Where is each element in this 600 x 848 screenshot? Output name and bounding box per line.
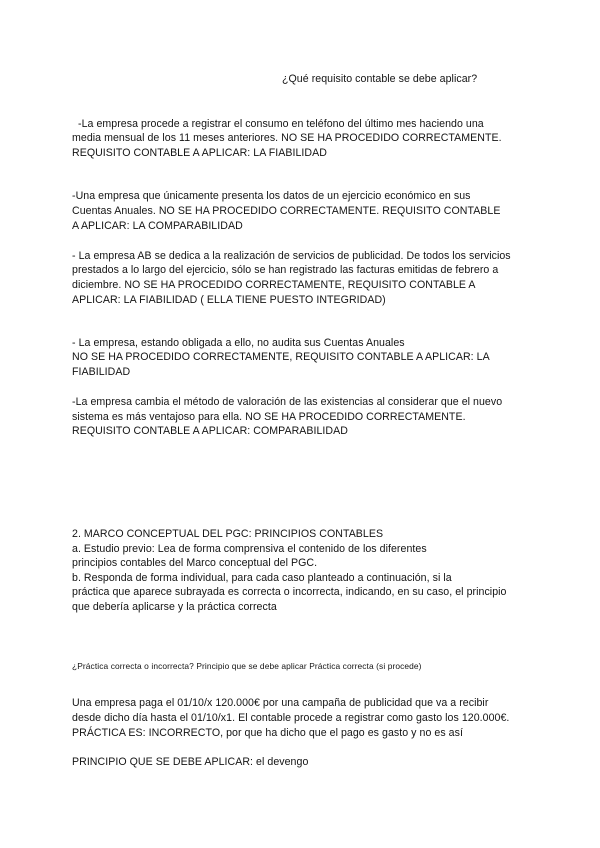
case-4-line-1: - La empresa, estando obligada a ello, no audita sus Cuentas Anuales	[72, 337, 405, 349]
case-2-line-3: A APLICAR: LA COMPARABILIDAD	[72, 220, 243, 232]
case-5-line-1: -La empresa cambia el método de valoración de las existencias al considerar que el nuevo	[72, 396, 503, 408]
section-2-line-4: b. Responda de forma individual, para cada caso planteado a continuación, si la	[72, 572, 452, 584]
table-header: ¿Práctica correcta o incorrecta? Principio que se debe aplicar Práctica correcta (si procede)	[72, 661, 422, 671]
case-5-line-3: REQUISITO CONTABLE A APLICAR: COMPARABILIDAD	[72, 425, 348, 437]
case-3-line-1: - La empresa AB se dedica a la realización de servicios de publicidad. De todos los servicios	[72, 250, 511, 262]
example-line-2: desde dicho día hasta el 01/10/x1. El contable procede a registrar como gasto los 120.000€.	[72, 712, 510, 724]
section-2-title: 2. MARCO CONCEPTUAL DEL PGC: PRINCIPIOS CONTABLES	[72, 528, 384, 540]
example-line-1: Una empresa paga el 01/10/x 120.000€ por una campaña de publicidad que va a recibir	[72, 697, 489, 709]
case-4-line-3: FIABILIDAD	[72, 366, 131, 378]
section-2-line-3: principios contables del Marco conceptual del PGC.	[72, 557, 318, 569]
case-1-line-2: media mensual de los 11 meses anteriores. NO SE HA PROCEDIDO CORRECTAMENTE.	[72, 132, 502, 144]
case-2-line-2: Cuentas Anuales. NO SE HA PROCEDIDO CORRECTAMENTE. REQUISITO CONTABLE	[72, 205, 501, 217]
section-2-line-6: que debería aplicarse y la práctica correcta	[72, 601, 277, 613]
example-line-3: PRÁCTICA ES: INCORRECTO, por que ha dicho que el pago es gasto y no es así	[72, 727, 463, 739]
case-3-line-2: prestados a lo largo del ejercicio, sólo se han registrado las facturas emitidas de febrero a	[72, 264, 499, 276]
case-5-line-2: sistema es más ventajoso para ella. NO SE HA PROCEDIDO CORRECTAMENTE.	[72, 411, 466, 423]
case-1-line-3: REQUISITO CONTABLE A APLICAR: LA FIABILIDAD	[72, 147, 327, 159]
case-2-line-1: -Una empresa que únicamente presenta los datos de un ejercicio económico en sus	[72, 190, 471, 202]
section-2-line-2: a. Estudio previo: Lea de forma comprensiva el contenido de los diferentes	[72, 543, 427, 555]
case-3-line-3: diciembre. NO SE HA PROCEDIDO CORRECTAMENTE, REQUISITO CONTABLE A	[72, 279, 476, 291]
case-3-line-4: APLICAR: LA FIABILIDAD ( ELLA TIENE PUESTO INTEGRIDAD)	[72, 294, 386, 306]
case-1-line-1: -La empresa procede a registrar el consumo en teléfono del último mes haciendo una	[78, 118, 484, 130]
case-4-line-2: NO SE HA PROCEDIDO CORRECTAMENTE, REQUISITO CONTABLE A APLICAR: LA	[72, 351, 490, 363]
section-2-line-5: práctica que aparece subrayada es correcta o incorrecta, indicando, en su caso, el principio	[72, 586, 507, 598]
example-principle: PRINCIPIO QUE SE DEBE APLICAR: el devengo	[72, 756, 309, 768]
question-heading: ¿Qué requisito contable se debe aplicar?	[282, 73, 478, 85]
